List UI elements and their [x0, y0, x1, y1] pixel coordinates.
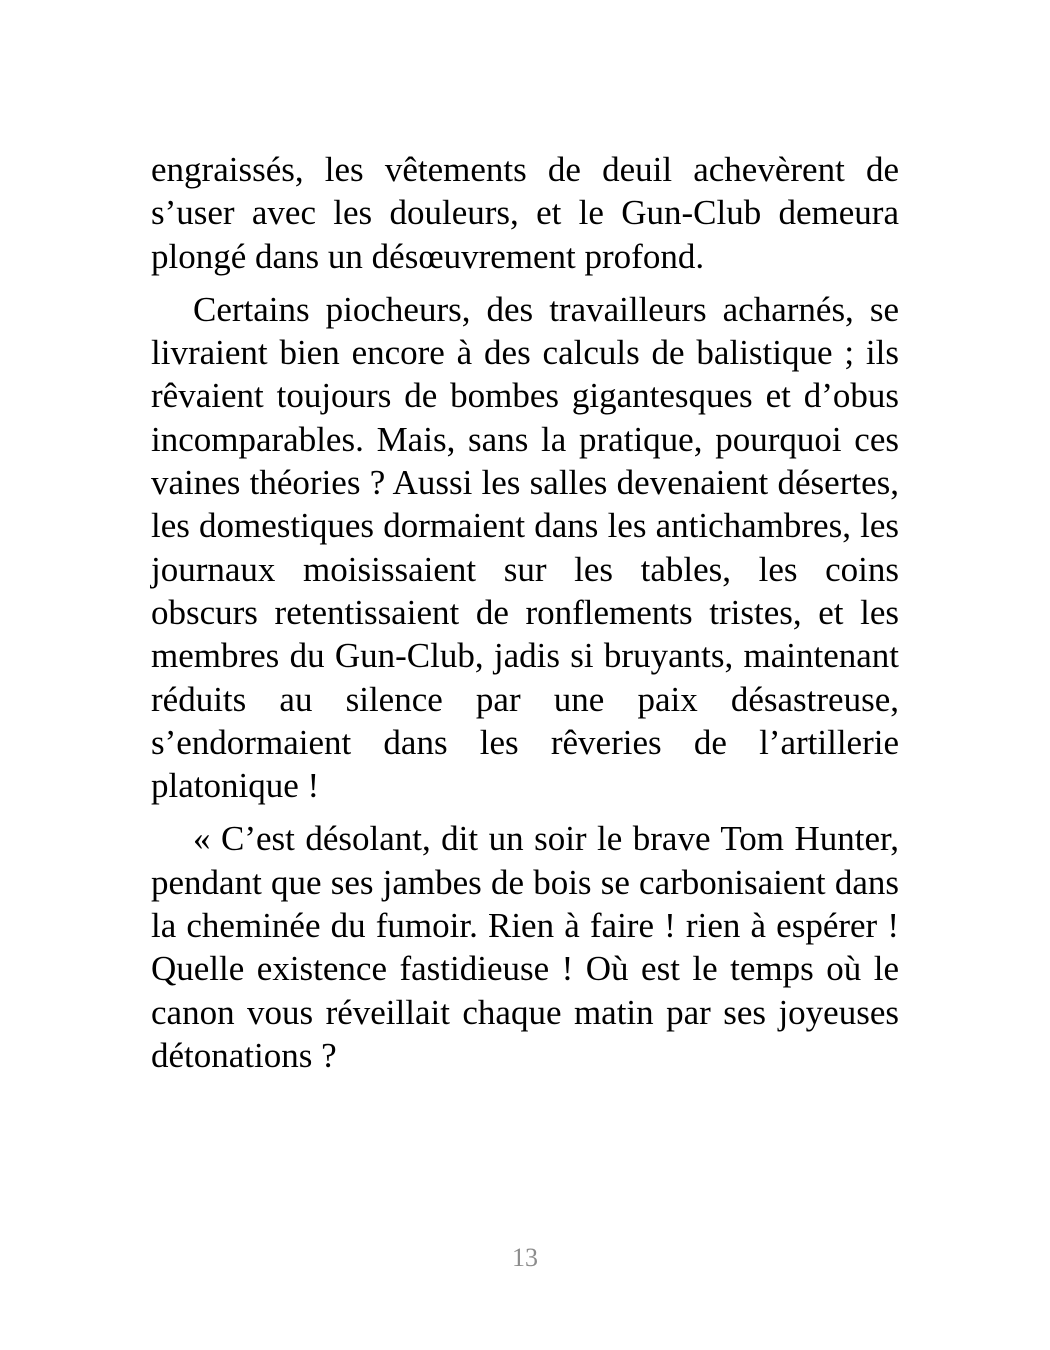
paragraph-continuation: engraissés, les vêtements de deuil achevèrent de s’user avec les douleurs, et le Gun-Club demeura plongé dans un désœuvrement profond. [151, 150, 899, 276]
page-number: 13 [512, 1243, 538, 1272]
body-text [151, 148, 899, 1087]
paragraph-piocheurs: Certains piocheurs, des travailleurs acharnés, se livraient bien encore à des calculs de balistique ; ils rêvaient toujours de bombes gigantesques et d’obus incomparables. Mais, sans la pratique, pourquoi ces vaines théories ? Aussi les salles devenaient désertes, les domestiques dormaient dans les antichambres, les journaux moisissaient sur les tables, les coins obscurs retentissaient de ronflements tristes, et les membres du Gun-Club, jadis si bruyants, maintenant réduits au silence par une paix désastreuse, s’endormaient dans les rêveries de l’artillerie platonique ! [151, 289, 899, 806]
paragraph-tom-hunter: « C’est désolant, dit un soir le brave Tom Hunter, pendant que ses jambes de bois se carbonisaient dans la cheminée du fumoir. Rien à faire ! rien à espérer ! Quelle existence fastidieuse ! Où est le temps où le canon vous réveillait chaque matin par ses joyeuses détonations ? [151, 819, 899, 1075]
